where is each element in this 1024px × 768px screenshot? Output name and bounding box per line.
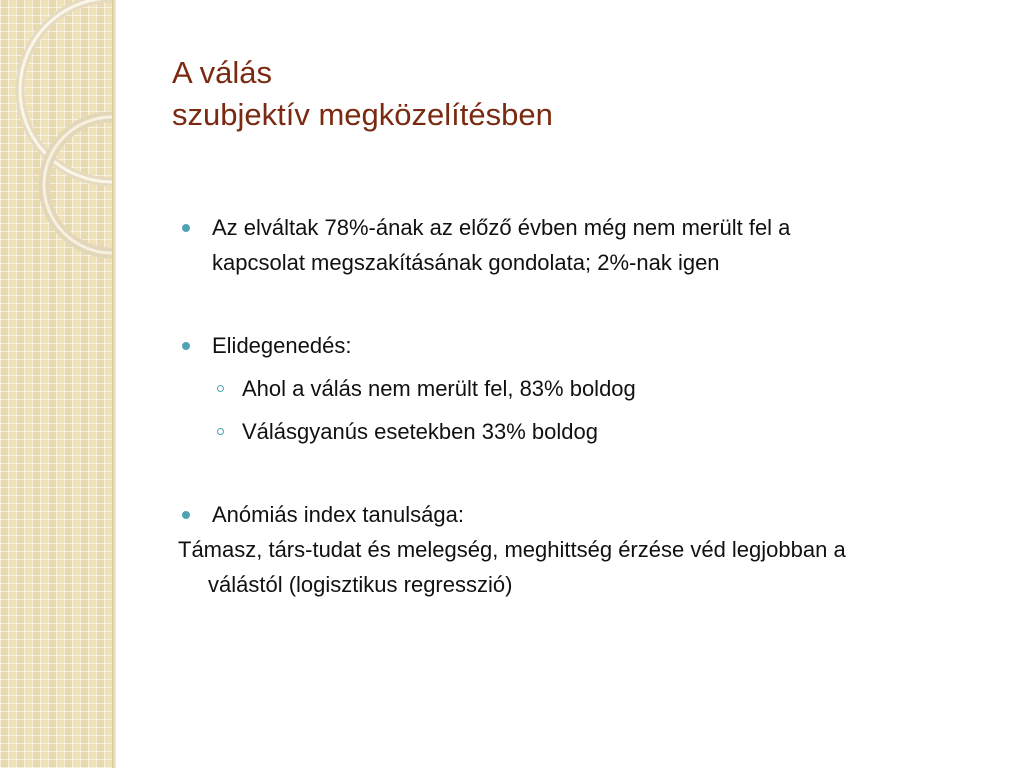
conclusion-paragraph	[178, 532, 962, 602]
sub-bullet-item-1	[182, 371, 962, 406]
title-line-1: A válás	[172, 55, 272, 90]
bullet-item-3	[182, 497, 962, 532]
sidebar-edge	[112, 0, 116, 768]
sub-bullet-1-text: Ahol a válás nem merült fel, 83% boldog	[242, 376, 636, 401]
bullet-dot-icon	[182, 224, 190, 232]
decorative-sidebar	[0, 0, 112, 768]
bullet-dot-icon	[182, 511, 190, 519]
outer-ring	[20, 0, 112, 182]
paragraph-line-1: Támasz, társ-tudat és melegség, meghittség érzése véd legjobban a	[178, 537, 846, 562]
sub-bullet-item-2	[182, 414, 962, 449]
bullet-3-text: Anómiás index tanulsága:	[212, 502, 464, 527]
sub-bullet-ring-icon	[217, 428, 224, 435]
slide-title	[172, 52, 553, 136]
sub-bullet-2-text: Válásgyanús esetekben 33% boldog	[242, 419, 598, 444]
bullet-item-1	[182, 210, 962, 280]
paragraph-line-2: válástól (logisztikus regresszió)	[208, 572, 513, 597]
decorative-rings	[0, 0, 112, 300]
bullet-1-line-2: kapcsolat megszakításának gondolata; 2%-nak igen	[212, 250, 720, 275]
slide-body	[178, 210, 962, 602]
sub-bullet-ring-icon	[217, 385, 224, 392]
bullet-dot-icon	[182, 342, 190, 350]
outer-ring-highlight	[20, 0, 112, 182]
title-line-2: szubjektív megközelítésben	[172, 97, 553, 132]
bullet-1-line-1: Az elváltak 78%-ának az előző évben még nem merült fel a	[212, 215, 791, 240]
bullet-2-text: Elidegenedés:	[212, 333, 352, 358]
bullet-item-2	[182, 328, 962, 363]
